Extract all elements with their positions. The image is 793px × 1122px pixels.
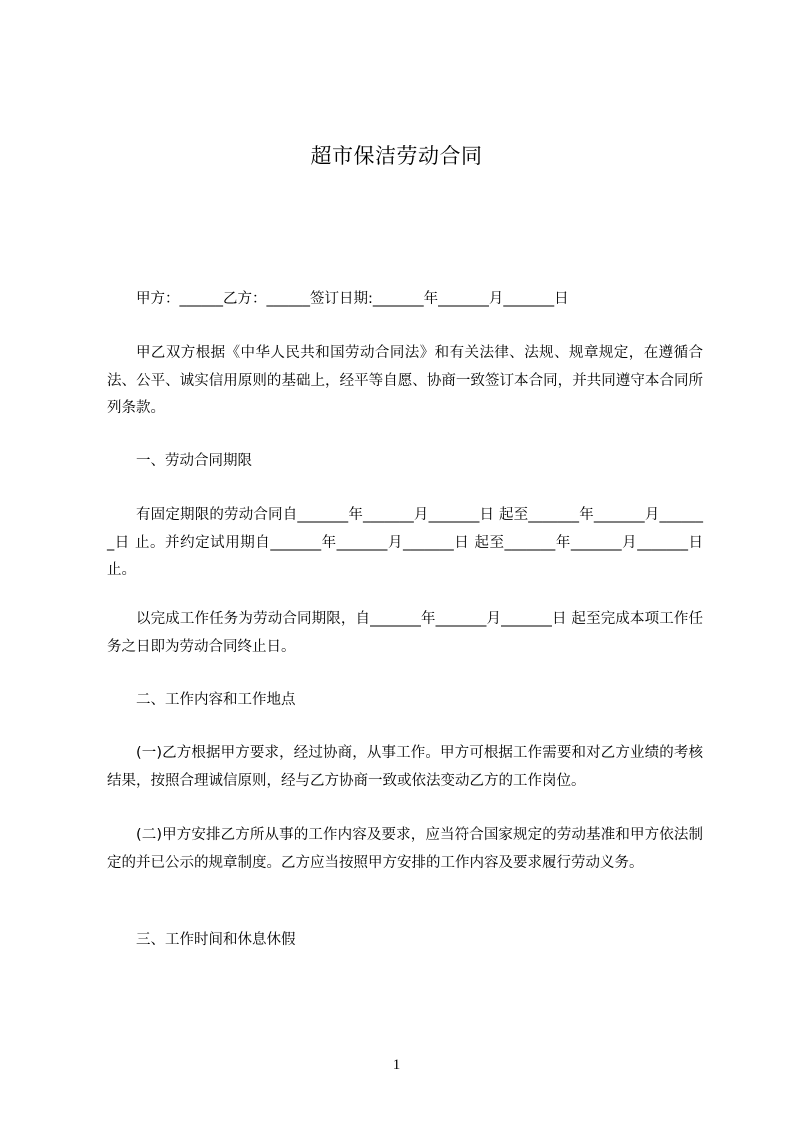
fixed-term-paragraph: 有固定期限的劳动合同自_______年_______月_______日 起至_______年_______月_______日 止。并约定试用期自_______年_______月_______日 起至_______年_______月_______日 止。	[107, 507, 703, 578]
section-heading-contract-term: 一、劳动合同期限	[136, 453, 252, 469]
page-title: 超市保洁劳动合同	[310, 144, 483, 168]
task-term-paragraph: 以完成工作任务为劳动合同期限，自_______年_______月_______日 起至完成本项工作任务之日即为劳动合同终止日。	[107, 611, 703, 655]
page-number: 1	[392, 1057, 401, 1073]
preamble-paragraph: 甲乙双方根据《中华人民共和国劳动合同法》和有关法律、法规、规章规定，在遵循合法、公平、诚实信用原则的基础上，经平等自愿、协商一致签订本合同，并共同遵守本合同所列条款。	[107, 345, 703, 416]
section-heading-working-hours: 三、工作时间和休息休假	[136, 932, 296, 948]
section-heading-work-content: 二、工作内容和工作地点	[136, 692, 296, 708]
work-content-clause-2: (二)甲方安排乙方所从事的工作内容及要求，应当符合国家规定的劳动基准和甲方依法制定的并已公示的规章制度。乙方应当按照甲方安排的工作内容及要求履行劳动义务。	[107, 827, 703, 871]
party-info-line: 甲方：______乙方：______签订日期:_______年_______月_______日	[136, 291, 569, 307]
work-content-clause-1: (一)乙方根据甲方要求，经过协商，从事工作。甲方可根据工作需要和对乙方业绩的考核结果，按照合理诚信原则，经与乙方协商一致或依法变动乙方的工作岗位。	[107, 745, 703, 789]
